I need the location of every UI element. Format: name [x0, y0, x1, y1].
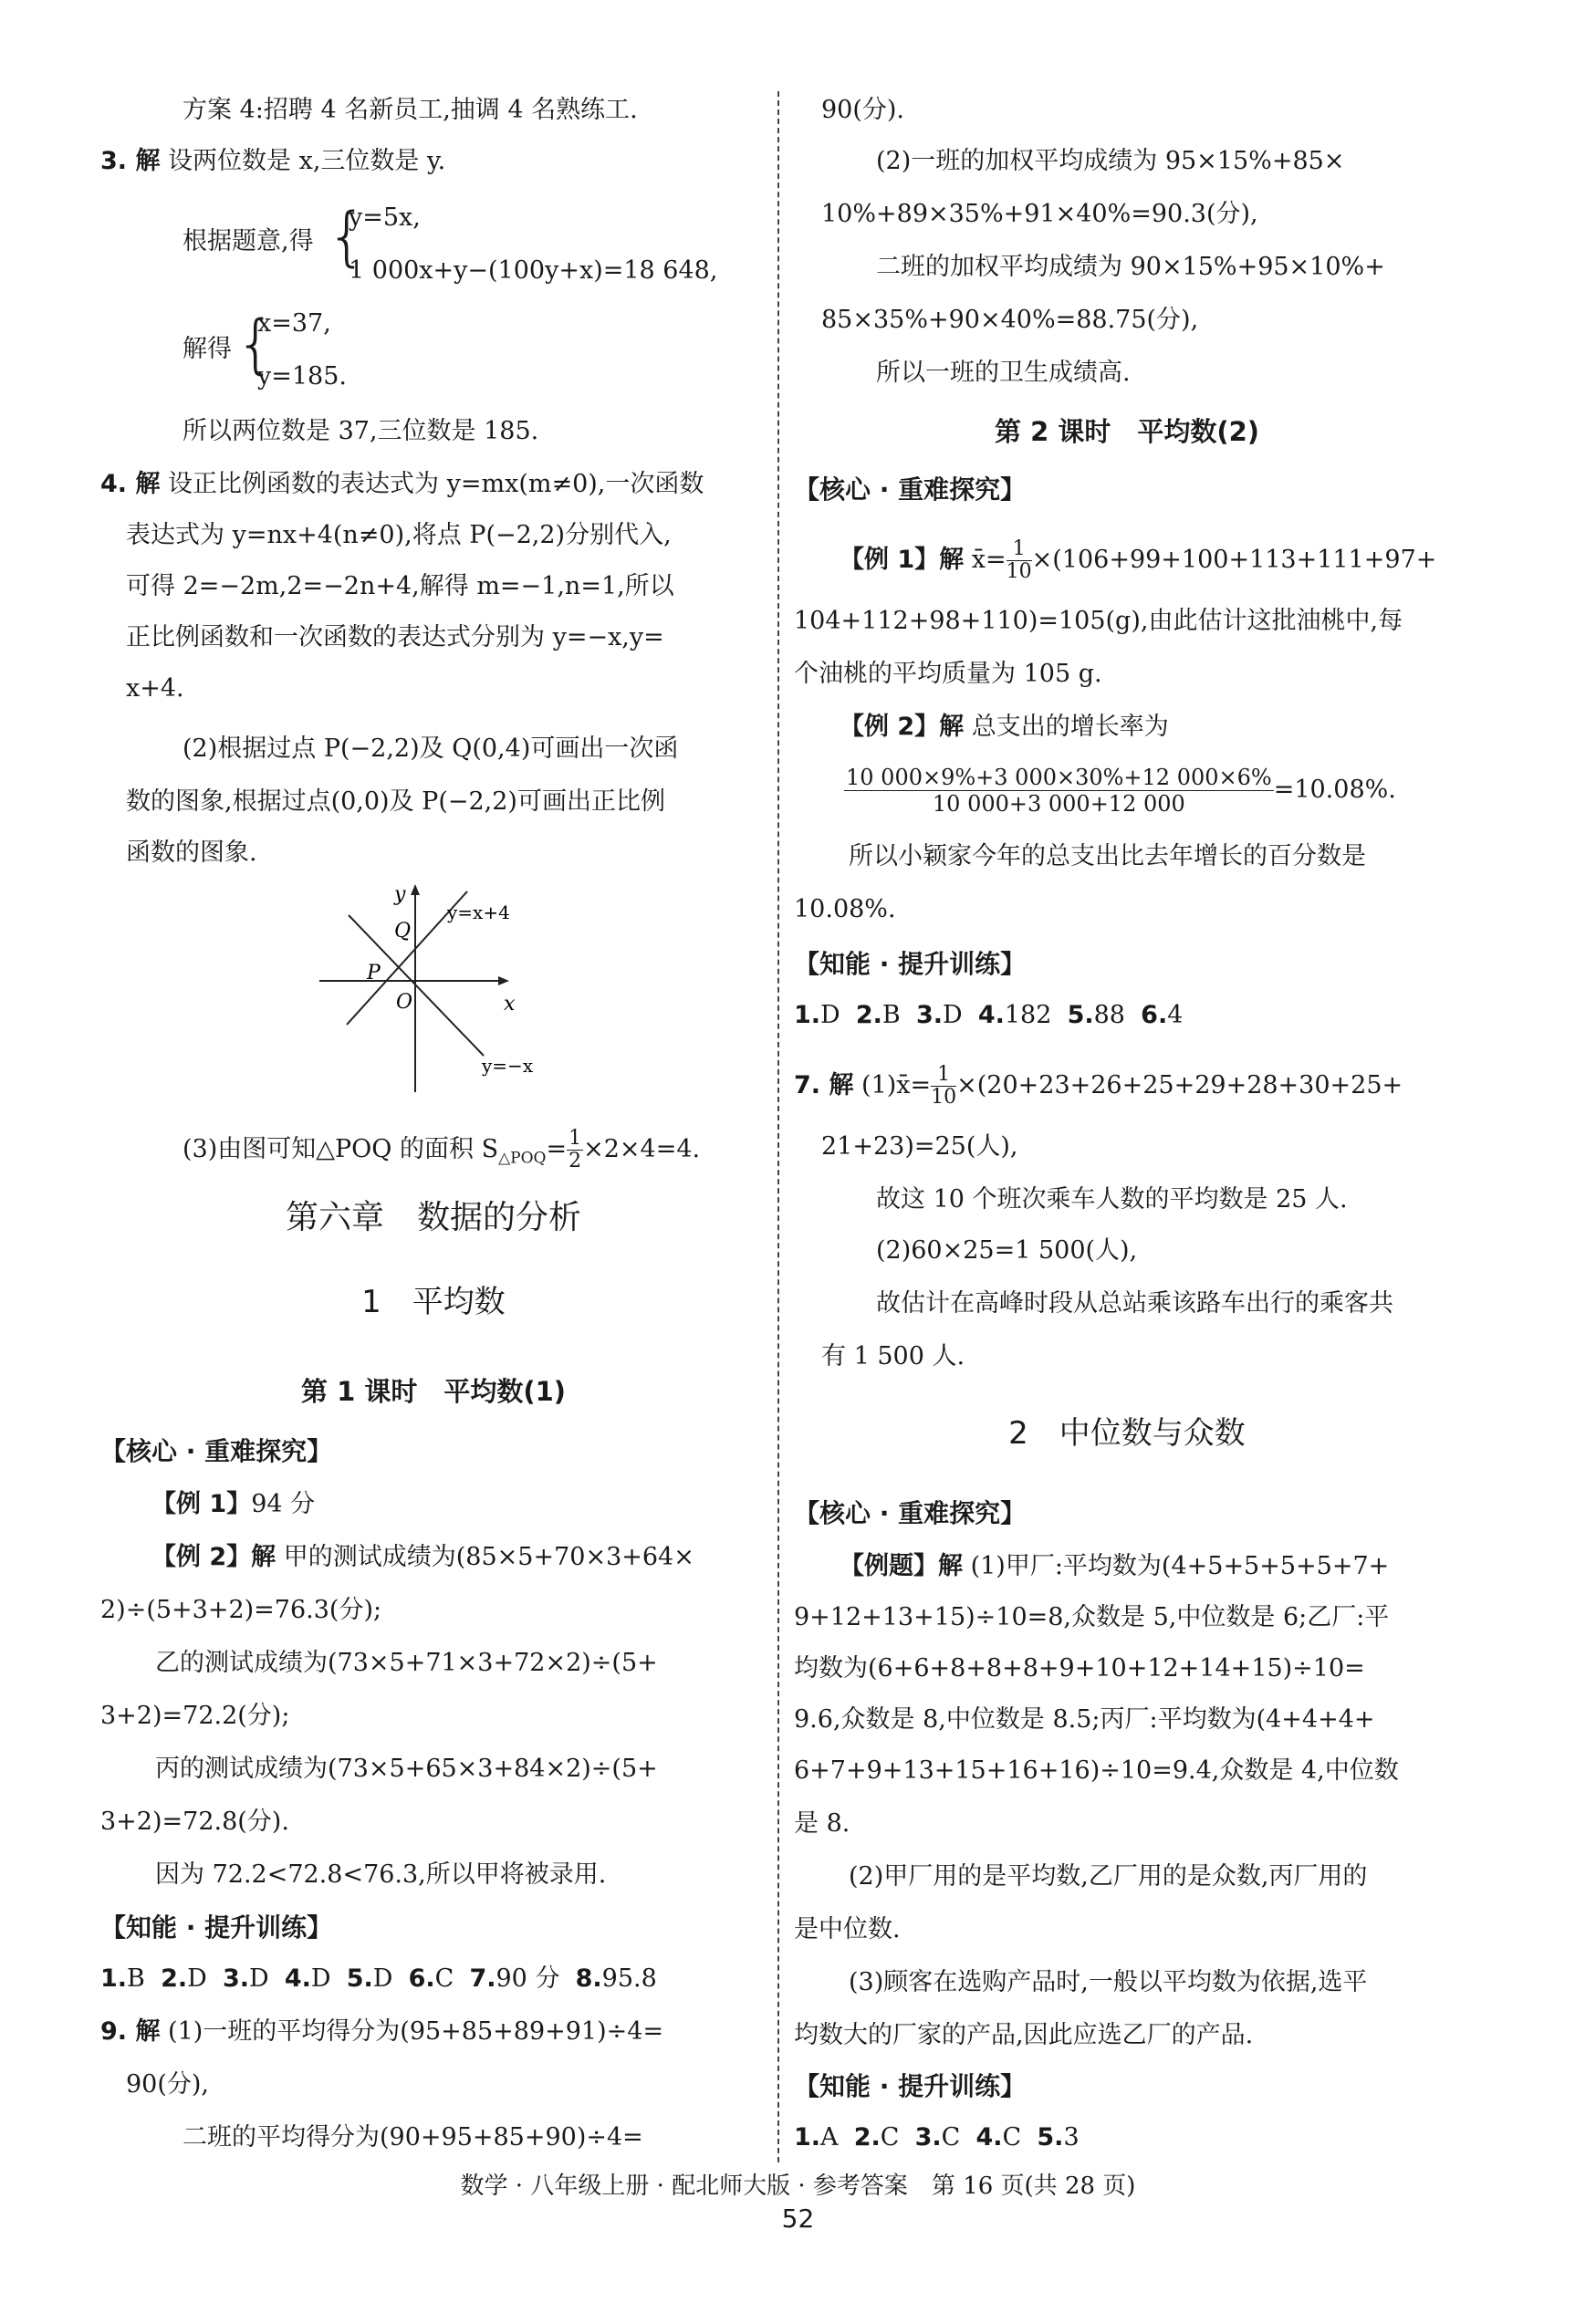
- text-line: 可得 2=−2m,2=−2n+4,解得 m=−1,n=1,所以: [126, 572, 674, 600]
- text-line: 所以两位数是 37,三位数是 185.: [183, 417, 539, 445]
- answer-number: 4.: [975, 2123, 1003, 2152]
- text-line: 90(分).: [821, 96, 905, 124]
- line-label: y=x+4: [447, 901, 510, 923]
- column-divider: [777, 91, 779, 2162]
- example-1: [840, 538, 1436, 583]
- denominator: 10: [931, 1086, 957, 1109]
- answer-number: 6.: [1141, 1001, 1168, 1029]
- text-segment: =: [546, 1135, 568, 1163]
- section-header: 【知能 · 提升训练】: [100, 1912, 333, 1943]
- text-line: 根据题意,得: [183, 227, 314, 255]
- text-segment: =10.08%.: [1273, 776, 1396, 804]
- denominator: 10: [1006, 560, 1032, 583]
- text-line: 二班的平均得分为(90+95+85+90)÷4=: [183, 2123, 643, 2152]
- section-header: 【知能 · 提升训练】: [794, 949, 1027, 979]
- section-header: 【核心 · 重难探究】: [794, 1498, 1027, 1528]
- answer-number: 4.: [284, 1964, 311, 1993]
- answer-number: 5.: [346, 1964, 373, 1993]
- text-line: 均数大的厂家的产品,因此应选乙厂的产品.: [794, 2021, 1254, 2049]
- answer-number: 5.: [1067, 1001, 1094, 1029]
- problem-9: [100, 2016, 663, 2047]
- answer-value: 88: [1093, 1001, 1125, 1029]
- text-line: (2)甲厂用的是平均数,乙厂用的是众数,丙厂用的: [849, 1862, 1368, 1891]
- text-line: 有 1 500 人.: [821, 1342, 965, 1370]
- answer-value: B: [881, 1001, 901, 1029]
- answer-value: 95.8: [601, 1964, 657, 1993]
- x-axis-label: x: [504, 993, 516, 1016]
- text-line: 故这 10 个班次乘车人数的平均数是 25 人.: [876, 1185, 1348, 1214]
- equation-line: 1 000x+y−(100y+x)=18 648,: [349, 256, 718, 285]
- text-line: 设两位数是 x,三位数是 y.: [160, 147, 446, 175]
- example-label: 【例题】解: [840, 1552, 963, 1580]
- text-segment: ×2×4=4.: [583, 1135, 701, 1163]
- y-axis-label: y: [394, 883, 406, 906]
- fraction: [844, 765, 1274, 817]
- answer-value: D: [248, 1964, 269, 1993]
- text-line: 二班的加权平均成绩为 90×15%+95×10%+: [876, 253, 1385, 281]
- text-line: 丙的测试成绩为(73×5+65×3+84×2)÷(5+: [155, 1755, 658, 1783]
- text-line: 因为 72.2<72.8<76.3,所以甲将被录用.: [155, 1860, 607, 1889]
- text-segment: ×(20+23+26+25+29+28+30+25+: [956, 1071, 1403, 1099]
- answer-value: B: [127, 1964, 145, 1993]
- answer-value: C: [434, 1964, 454, 1993]
- problem-4: [100, 469, 704, 500]
- text-line: 个油桃的平均质量为 105 g.: [794, 660, 1102, 688]
- text-line: x+4.: [126, 674, 184, 703]
- problem-number: 7. 解: [794, 1071, 854, 1099]
- answer-number: 4.: [977, 1001, 1005, 1029]
- answer-row: [794, 1000, 1183, 1031]
- problem-number: 4. 解: [100, 470, 161, 498]
- answer-value: 3: [1063, 2123, 1080, 2152]
- example-2: [840, 712, 1169, 743]
- answer-number: 3.: [222, 1964, 249, 1993]
- answer-value: D: [187, 1964, 207, 1993]
- example-label: 【例 1】: [151, 1490, 252, 1518]
- text-line: 21+23)=25(人),: [821, 1132, 1018, 1161]
- text-line: 方案 4:招聘 4 名新员工,抽调 4 名熟练工.: [183, 96, 638, 124]
- answer-number: 2.: [855, 1001, 882, 1029]
- subscript: △POQ: [498, 1149, 547, 1168]
- text-line: 104+112+98+110)=105(g),由此估计这批油桃中,每: [794, 607, 1403, 635]
- text-line: (2)一班的加权平均成绩为 95×15%+85×: [876, 147, 1345, 175]
- answer-value: 182: [1004, 1001, 1052, 1029]
- answer-number: 1.: [794, 1001, 821, 1029]
- answer-number: 3.: [914, 2123, 942, 2152]
- answer-value: A: [820, 2123, 839, 2152]
- answer-row: [794, 2122, 1080, 2153]
- text-line: (1)一班的平均得分为(95+85+89+91)÷4=: [160, 2017, 664, 2046]
- text-line: 乙的测试成绩为(73×5+71×3+72×2)÷(5+: [155, 1649, 658, 1677]
- fraction: [931, 1064, 956, 1109]
- point-p-label: P: [367, 962, 381, 985]
- section-title: 2 中位数与众数: [1008, 1415, 1246, 1452]
- section-header: 【知能 · 提升训练】: [794, 2071, 1027, 2101]
- example-label: 【例 2】解: [151, 1543, 276, 1571]
- example-2: [151, 1542, 694, 1573]
- brace-icon: {: [327, 199, 368, 274]
- text-line: 9+12+13+15)÷10=8,众数是 5,中位数是 6;乙厂:平: [794, 1603, 1390, 1631]
- text-line: (2)60×25=1 500(人),: [876, 1236, 1138, 1265]
- lesson-title: 第 2 课时 平均数(2): [994, 416, 1260, 447]
- text-line: 表达式为 y=nx+4(n≠0),将点 P(−2,2)分别代入,: [126, 521, 672, 549]
- answer-value: 4: [1167, 1001, 1184, 1029]
- text-line: (3)顾客在选购产品时,一般以平均数为依据,选平: [849, 1968, 1368, 1996]
- answer-value: 90 分: [495, 1964, 560, 1993]
- lesson-title: 第 1 课时 平均数(1): [300, 1376, 567, 1407]
- equation-line: y=185.: [257, 362, 347, 391]
- example-1: [151, 1489, 315, 1520]
- answer-value: D: [942, 1001, 963, 1029]
- denominator: 10 000+3 000+12 000: [932, 791, 1185, 817]
- x-axis-arrow-icon: [498, 976, 509, 985]
- problem-number: 9. 解: [100, 2017, 161, 2046]
- problem-number: 3. 解: [100, 147, 161, 175]
- text-line: 函数的图象.: [126, 839, 257, 867]
- text-segment: (3)由图可知△POQ 的面积 S: [183, 1135, 499, 1163]
- text-line: 90(分),: [126, 2070, 210, 2099]
- section-title: 1 平均数: [361, 1284, 506, 1320]
- example-label: 【例 2】解: [840, 713, 965, 741]
- answer-number: 1.: [794, 2123, 821, 2152]
- answer-row: [100, 1964, 657, 1995]
- function-graph: [310, 880, 639, 1099]
- text-line: 是 8.: [794, 1809, 850, 1838]
- text-line: 解得: [183, 335, 232, 363]
- answer-number: 1.: [100, 1964, 128, 1993]
- text-line: 94 分: [251, 1490, 316, 1518]
- y-axis-arrow-icon: [411, 884, 420, 895]
- text-line: 均数为(6+6+8+8+8+9+10+12+14+15)÷10=: [794, 1654, 1365, 1683]
- numerator: 10 000×9%+3 000×30%+12 000×6%: [846, 765, 1272, 790]
- text-line: 数的图象,根据过点(0,0)及 P(−2,2)可画出正比例: [126, 787, 665, 816]
- origin-label: O: [396, 991, 413, 1014]
- denominator: 2: [569, 1150, 582, 1172]
- example-question: [840, 1551, 1389, 1582]
- fraction: [1007, 538, 1032, 583]
- line-label: y=−x: [482, 1055, 534, 1077]
- text-line: 总支出的增长率为: [964, 713, 1169, 741]
- text-line: (2)根据过点 P(−2,2)及 Q(0,4)可画出一次函: [183, 735, 679, 763]
- text-line: [183, 1128, 700, 1173]
- numerator: 1: [931, 1064, 956, 1087]
- text-line: 所以一班的卫生成绩高.: [876, 359, 1131, 387]
- text-line: 正比例函数和一次函数的表达式分别为 y=−x,y=: [126, 623, 664, 651]
- answer-value: D: [310, 1964, 331, 1993]
- text-line: 9.6,众数是 8,中位数是 8.5;丙厂:平均数为(4+4+4+: [794, 1705, 1375, 1734]
- text-segment: x̄=: [964, 546, 1007, 574]
- text-line: 2)÷(5+3+2)=76.3(分);: [100, 1596, 382, 1624]
- text-line: 10.08%.: [794, 895, 896, 923]
- answer-number: 3.: [915, 1001, 943, 1029]
- text-line: 故估计在高峰时段从总站乘该路车出行的乘客共: [876, 1289, 1393, 1318]
- numerator: 1: [1007, 538, 1032, 561]
- answer-number: 6.: [408, 1964, 435, 1993]
- answer-number: 5.: [1037, 2123, 1064, 2152]
- equation-line: y=5x,: [349, 203, 421, 232]
- section-header: 【核心 · 重难探究】: [100, 1436, 333, 1466]
- text-line: 甲的测试成绩为(85×5+70×3+64×: [276, 1543, 694, 1571]
- page-footer: 数学 · 八年级上册 · 配北师大版 · 参考答案 第 16 页(共 28 页): [460, 2172, 1136, 2200]
- text-line: 85×35%+90×40%=88.75(分),: [821, 306, 1199, 334]
- text-line: 设正比例函数的表达式为 y=mx(m≠0),一次函数: [160, 470, 704, 498]
- answer-number: 2.: [161, 1964, 188, 1993]
- formula-line: [844, 765, 1396, 817]
- text-line: 6+7+9+13+15+16+16)÷10=9.4,众数是 4,中位数: [794, 1756, 1399, 1785]
- text-segment: (1)x̄=: [853, 1071, 932, 1099]
- answer-value: D: [820, 1001, 840, 1029]
- answer-value: C: [880, 2123, 900, 2152]
- section-header: 【核心 · 重难探究】: [794, 474, 1027, 505]
- text-line: (1)甲厂:平均数为(4+5+5+5+5+7+: [963, 1552, 1390, 1580]
- text-segment: ×(106+99+100+113+111+97+: [1031, 546, 1437, 574]
- text-line: 3+2)=72.2(分);: [100, 1702, 290, 1730]
- numerator: 1: [569, 1127, 582, 1150]
- problem-7: [794, 1064, 1403, 1109]
- text-line: 10%+89×35%+91×40%=90.3(分),: [821, 200, 1258, 228]
- brace-icon: {: [235, 307, 276, 381]
- chapter-title: 第六章 数据的分析: [285, 1199, 581, 1236]
- text-line: 是中位数.: [794, 1915, 901, 1943]
- answer-value: D: [372, 1964, 393, 1993]
- answer-number: 8.: [575, 1964, 602, 1993]
- fraction: [567, 1128, 583, 1172]
- text-line: 3+2)=72.8(分).: [100, 1808, 289, 1836]
- example-label: 【例 1】解: [840, 546, 965, 574]
- answer-number: 2.: [853, 2123, 881, 2152]
- text-line: 所以小颖家今年的总支出比去年增长的百分数是: [849, 842, 1366, 870]
- problem-3: [100, 146, 445, 177]
- page-number: 52: [781, 2204, 815, 2234]
- answer-value: C: [941, 2123, 961, 2152]
- point-q-label: Q: [394, 920, 412, 943]
- answer-number: 7.: [469, 1964, 496, 1993]
- equation-line: x=37,: [257, 309, 331, 338]
- answer-value: C: [1002, 2123, 1022, 2152]
